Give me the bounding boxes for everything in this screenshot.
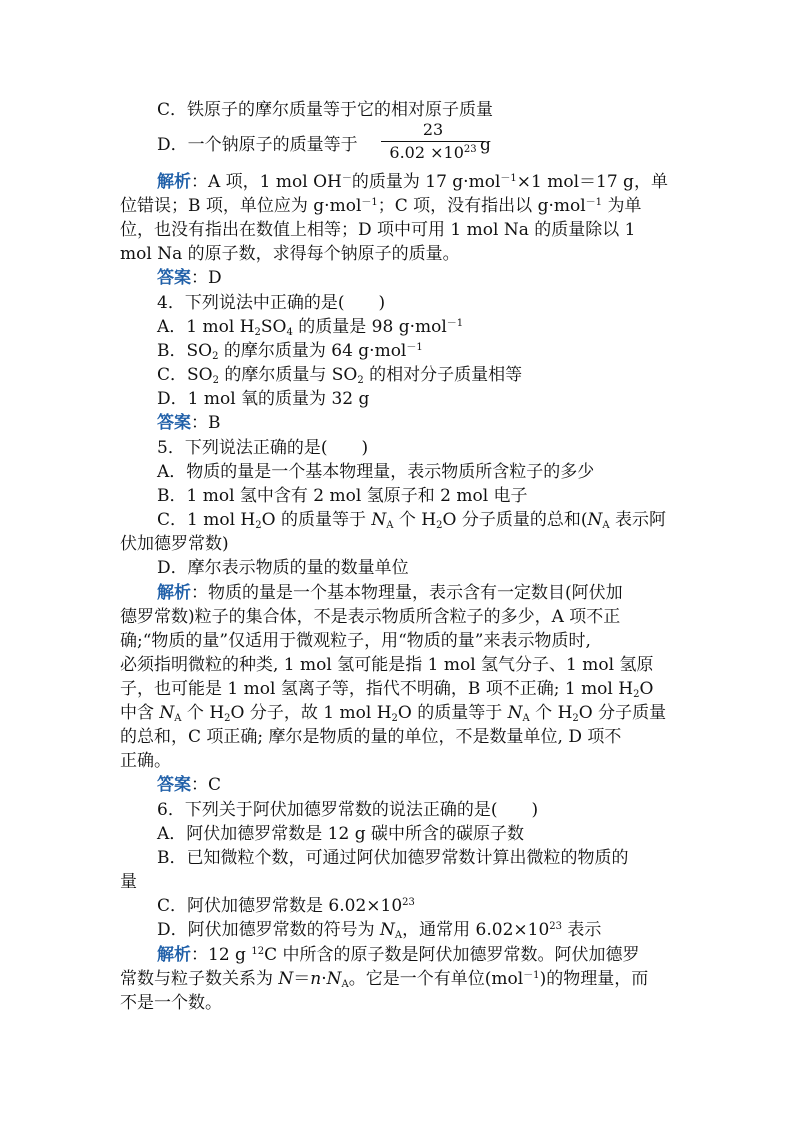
option-b-q5: B．1 mol 氢中含有 2 mol 氢原子和 2 mol 电子 (157, 486, 528, 506)
option-b-q6-line2: 量 (120, 872, 137, 892)
answer-label: 答案 (157, 775, 191, 795)
answer-q5: 答案：C (157, 775, 222, 795)
explanation-q3-line4: mol Na 的原子数，求得每个钠原子的质量。 (120, 244, 460, 264)
explanation-label: 解析 (157, 172, 191, 192)
explanation-q5-line5: 子，也可能是 1 mol 氢离子等，指代不明确，B 项不正确; 1 mol $H_2O$ (120, 679, 654, 700)
explanation-q5-line2: 德罗常数)粒子的集合体，不是表示物质所含粒子的多少，A 项不正 (120, 607, 621, 627)
question-4-stem: 4．下列说法中正确的是( ) (157, 293, 386, 313)
explanation-q3-line1: 解析：A 项，1 mol OH－的质量为 17 g·mol$^{-1}$×1 mol＝17 g，单 (157, 172, 668, 192)
answer-q3: 答案：D (157, 268, 222, 288)
option-a-q4: A．1 mol $H_2SO_4$ 的质量是 98 g·mol$^{-1}$ (157, 317, 464, 338)
option-b-q4: B．$SO_2$ 的摩尔质量为 64 g·mol$^{-1}$ (157, 341, 423, 362)
option-c-q3: C．铁原子的摩尔质量等于它的相对原子质量 (157, 100, 494, 120)
explanation-label: 解析 (157, 583, 191, 603)
option-c-q5-line1: C．1 mol $H_2O$ 的质量等于 $N_A$ 个 $H_2O$ 分子质量的总和($N_A$ 表示阿 (157, 510, 666, 531)
explanation-q6-line3: 不是一个数。 (120, 993, 222, 1013)
option-d-q6: D．阿伏加德罗常数的符号为 $N_A$，通常用 $6.02\times 10^{23}$ 表示 (157, 920, 602, 941)
explanation-q5-line8: 正确。 (120, 751, 171, 771)
option-a-q6: A．阿伏加德罗常数是 12 g 碳中所含的碳原子数 (157, 824, 525, 844)
explanation-q5-line1: 解析：物质的量是一个基本物理量，表示含有一定数目(阿伏加 (157, 583, 623, 603)
option-c-q4: C．$SO_2$ 的摩尔质量与 $SO_2$ 的相对分子质量相等 (157, 365, 523, 386)
explanation-q5-line7: 的总和，C 项正确; 摩尔是物质的量的单位，不是数量单位, D 项不 (120, 727, 622, 747)
explanation-q5-line6: 中含 $N_A$ 个 $H_2O$ 分子，故 1 mol $H_2O$ 的质量等于 $N_A$ 个 $H_2O$ 分子质量 (120, 703, 667, 724)
answer-q4: 答案：B (157, 413, 221, 433)
explanation-q5-line4: 必须指明微粒的种类, 1 mol 氢可能是指 1 mol 氢气分子、1 mol 氢原 (120, 655, 654, 675)
explanation-q6-line1: 解析：12 g $^{12}$C 中所含的原子数是阿伏加德罗常数。阿伏加德罗 (157, 945, 640, 965)
option-d-q5: D．摩尔表示物质的量的数量单位 (157, 558, 409, 578)
option-d-q4: D．1 mol 氧的质量为 32 g (157, 389, 370, 409)
explanation-label: 解析 (157, 945, 191, 965)
explanation-q5-line3: 确;“物质的量”仅适用于微观粒子，用“物质的量”来表示物质时, (120, 631, 591, 651)
option-a-q5: A．物质的量是一个基本物理量，表示物质所含粒子的多少 (157, 462, 595, 482)
explanation-q3-line2: 位错误；B 项，单位应为 g·mol$^{-1}$；C 项，没有指出以 g·mol$^{-1}$ 为单 (120, 196, 642, 216)
answer-label: 答案 (157, 268, 191, 288)
fraction-denominator: $6.02 \times 10^{23}$ (389, 143, 477, 162)
option-b-q6-line1: B．已知微粒个数，可通过阿伏加德罗常数计算出微粒的物质的 (157, 848, 629, 868)
option-c-q6: C．阿伏加德罗常数是 $6.02\times 10^{23}$ (157, 896, 415, 916)
fraction (381, 120, 485, 164)
fraction-unit: g (480, 135, 491, 155)
option-d-q3: D．一个钠原子的质量等于 (157, 135, 358, 155)
answer-label: 答案 (157, 413, 191, 433)
fraction-numerator: 23 (422, 120, 444, 139)
explanation-q3-line3: 位，也没有指出在数值上相等；D 项中可用 1 mol Na 的质量除以 1 (120, 220, 636, 240)
explanation-q6-line2: 常数与粒子数关系为 $N=n\cdot N_A$。它是一个有单位(mol$^{-1}$)的物理量，而 (120, 969, 649, 990)
option-c-q5-line2: 伏加德罗常数) (120, 534, 229, 554)
question-5-stem: 5．下列说法正确的是( ) (157, 438, 369, 458)
question-6-stem: 6．下列关于阿伏加德罗常数的说法正确的是( ) (157, 800, 539, 820)
